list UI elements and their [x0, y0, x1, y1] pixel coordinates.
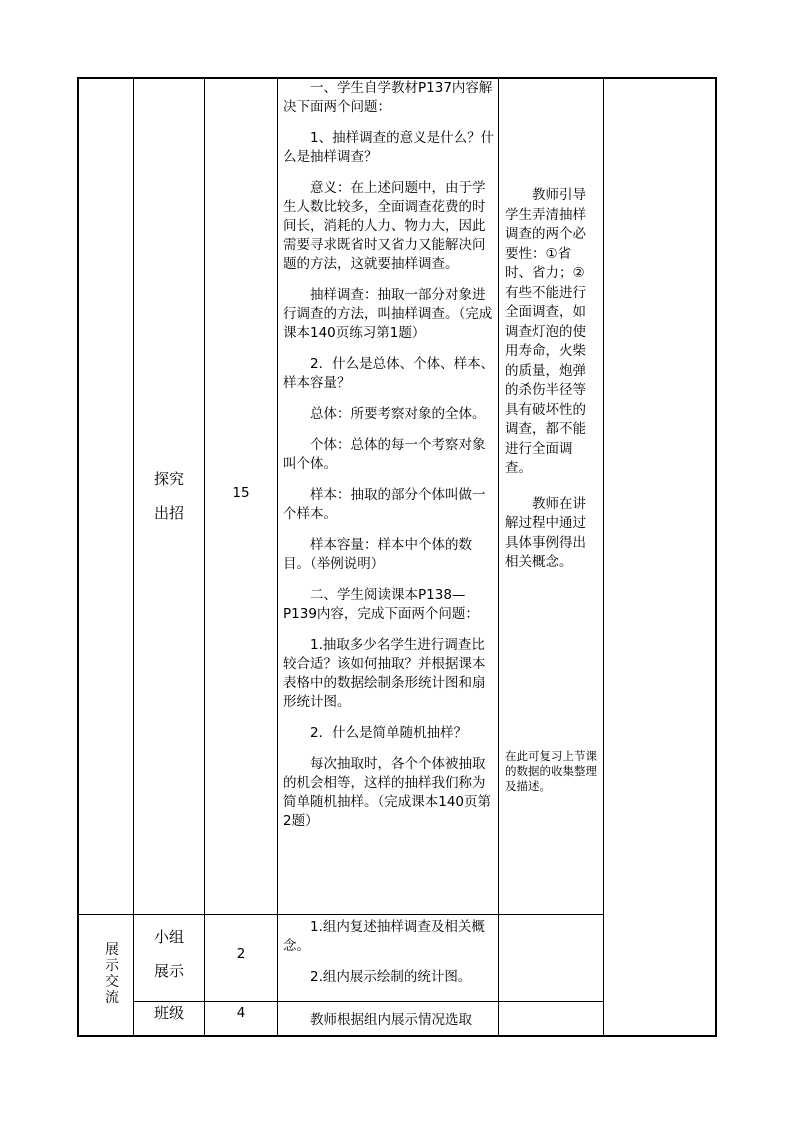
- row-line-2: [133, 1001, 603, 1002]
- content-paragraph: 意义：在上述问题中，由于学生人数比较多，全面调查花费的时间长，消耗的人力、物力大，因此需要寻求既省时又省力又能解决问题的方法，这就要抽样调查。: [283, 180, 486, 272]
- content-paragraph: 1、抽样调查的意义是什么？什么是抽样调查？: [283, 130, 495, 165]
- content-paragraph: 二、学生阅读课本P138—P139内容，完成下面两个问题：: [283, 587, 479, 622]
- explore-content: [283, 79, 496, 843]
- minutes-class: 4: [236, 1005, 246, 1021]
- content-paragraph: 2．什么是简单随机抽样？: [310, 725, 468, 741]
- content-paragraph: 2.组内展示绘制的统计图。: [310, 969, 472, 985]
- section-line: 探究: [153, 470, 184, 488]
- content-paragraph: 每次抽取时，各个个体被抽取的机会相等，这样的抽样我们称为简单随机抽样。（完成课本140页第2题）: [283, 756, 492, 829]
- note-paragraph: 教师引导学生弄清抽样调查的两个必要性：①省时、省力；②有些不能进行全面调查，如调查灯泡的使用寿命，火柴的质量，炮弹的杀伤半径等具有破坏性的调查，都不能进行全面调查。: [505, 187, 586, 476]
- section-line: 小组: [153, 928, 184, 946]
- minutes-group-show: 2: [236, 946, 246, 962]
- group-show-content: [283, 918, 496, 999]
- minutes-explore: 15: [232, 485, 250, 501]
- content-paragraph: 样本容量：样本中个体的数目。（举例说明）: [283, 537, 472, 572]
- content-paragraph: 样本：抽取的部分个体叫做一个样本。: [283, 487, 486, 522]
- section-label-explore: [134, 462, 204, 530]
- col-line-3: [277, 77, 278, 1037]
- content-paragraph: 个体：总体的每一个考察对象叫个体。: [283, 437, 486, 472]
- class-content: 教师根据组内展示情况选取: [310, 1012, 472, 1028]
- section-label-class: 班级: [153, 1004, 184, 1022]
- note-paragraph: 教师在讲解过程中通过具体事例得出相关概念。: [505, 495, 586, 570]
- content-paragraph: 一、学生自学教材P137内容解决下面两个问题：: [283, 80, 493, 115]
- section-line: 出招: [153, 504, 184, 522]
- review-note: 在此可复习上节课的数据的收集整理及描述。: [505, 749, 597, 793]
- content-paragraph: 1.抽取多少名学生进行调查比较合适？该如何抽取？并根据课本表格中的数据绘制条形统计图和扇形统计图。: [283, 637, 486, 710]
- group-label-text: 展示交流: [105, 942, 119, 1006]
- section-line: 展示: [153, 962, 184, 980]
- content-paragraph: 总体：所要考察对象的全体。: [310, 406, 486, 422]
- col-line-1: [133, 77, 134, 1037]
- teacher-notes: [505, 186, 597, 589]
- col-line-4: [498, 77, 499, 1037]
- content-paragraph: 2．什么是总体、个体、样本、样本容量？: [283, 356, 495, 391]
- row-line-1: [77, 914, 603, 915]
- col-line-5: [603, 77, 604, 1037]
- content-paragraph: 1.组内复述抽样调查及相关概念。: [283, 919, 485, 954]
- group-label-display: [100, 942, 124, 1006]
- content-paragraph: 抽样调查：抽取一部分对象进行调查的方法，叫抽样调查。（完成课本140页练习第1题）: [283, 287, 493, 341]
- section-label-group-show: [134, 920, 204, 988]
- col-line-2: [204, 77, 205, 1037]
